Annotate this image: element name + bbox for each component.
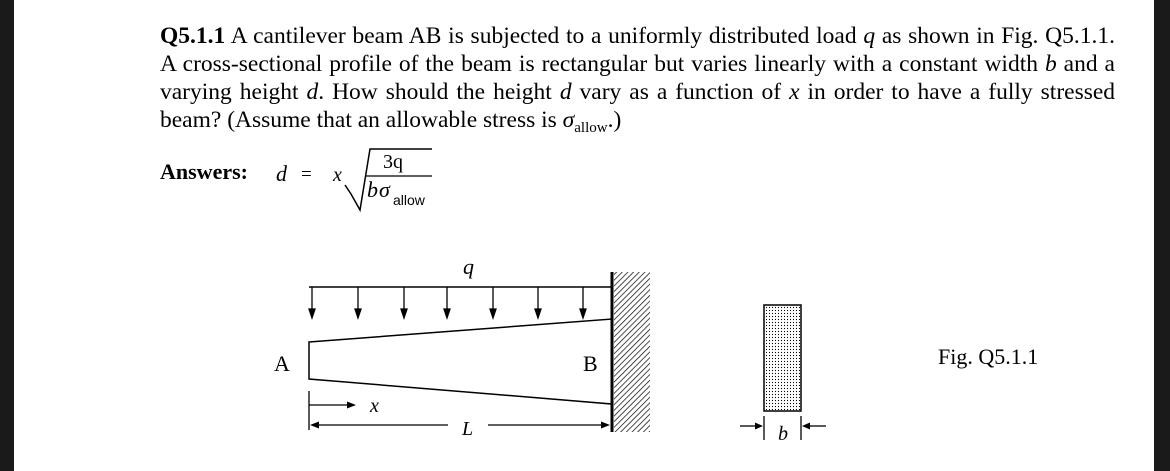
answer-lhs: d <box>276 161 287 186</box>
var-b: b <box>1044 51 1057 77</box>
answer-den-sub: allow <box>393 192 425 208</box>
answer-den-sigma: σ <box>379 177 390 202</box>
problem-text-2: as shown in Fig. Q5.1.1. A cross-sectional profile of the beam is rectangular but varies linearly with a constant width <box>160 23 1115 77</box>
label-l: L <box>462 418 474 440</box>
answers-label: Answers: <box>160 159 248 184</box>
var-d: d <box>306 79 319 105</box>
problem-text-3: and a varying height <box>160 51 1115 105</box>
var-q: q <box>863 23 876 49</box>
answer-x: x <box>333 164 342 186</box>
sigma-symbol: σ <box>562 107 575 133</box>
label-b: B <box>583 351 598 376</box>
answer-den-b: b <box>367 177 378 202</box>
problem-text-6: in order to have a fully stressed beam? (Assume that an allowable stress is <box>160 79 1116 133</box>
tapered-beam <box>309 319 612 404</box>
fixed-wall <box>614 272 650 432</box>
var-x: x <box>789 79 800 105</box>
var-d-2: d <box>559 79 572 105</box>
label-x: x <box>370 395 379 417</box>
l-dimension <box>310 422 610 429</box>
question-id: Q5.1.1 <box>160 23 226 49</box>
sigma-subscript: allow <box>574 120 608 136</box>
load-label-q: q <box>463 254 474 279</box>
label-a: A <box>274 351 290 376</box>
problem-text-1: A cantilever beam AB is subjected to a uniformly distributed load <box>230 23 857 49</box>
cross-section <box>764 305 801 411</box>
answer-equals: = <box>301 164 312 185</box>
answer-numerator: 3q <box>383 151 403 173</box>
label-b-width: b <box>778 423 788 445</box>
problem-text-5: vary as a function of <box>579 79 782 105</box>
figure-caption: Fig. Q5.1.1 <box>938 344 1039 369</box>
problem-text-7: .) <box>607 107 622 133</box>
distributed-load <box>309 287 611 318</box>
problem-text-4: . How should the height <box>318 79 552 105</box>
